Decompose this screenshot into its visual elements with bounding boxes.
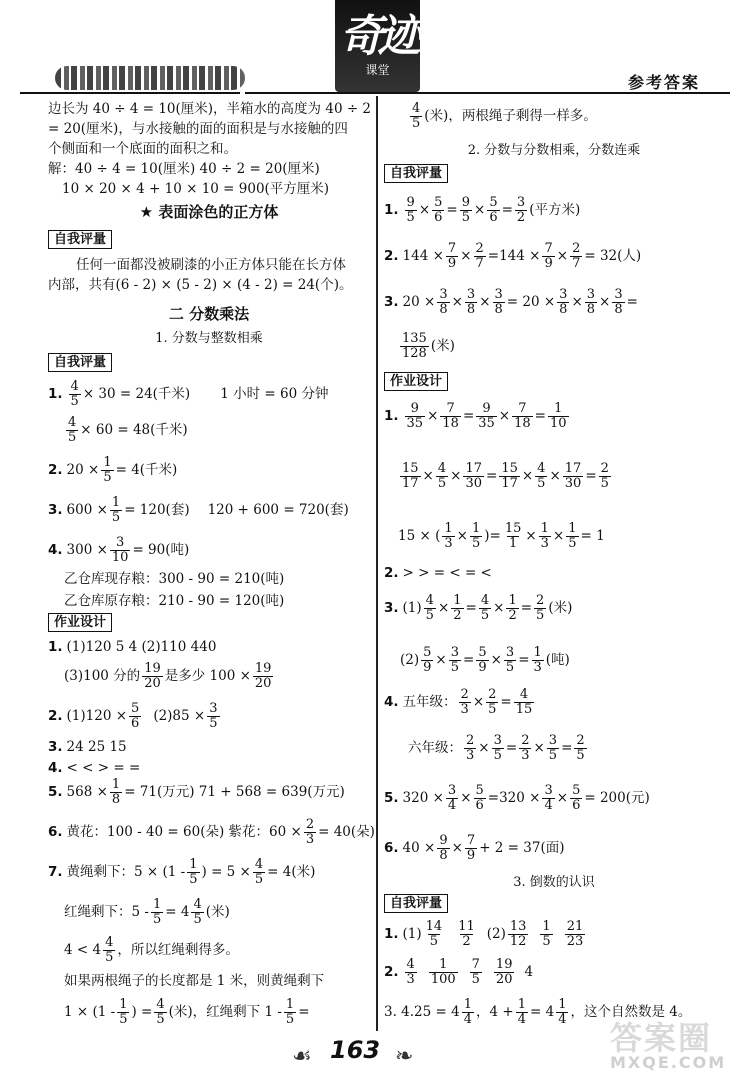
answer-line: 3. 4.25 = 4 $\frac{1}{4}$ ，4 + $\frac{1}{4}$ = 4 $\frac{1}{4}$ ，这个自然数是 4。 [384, 997, 692, 1027]
answer-line: 4. < < > = = [48, 760, 141, 776]
column-divider [376, 96, 378, 1031]
answer-line: 红绳剩下：5 - $\frac{1}{5}$ = 4 $\frac{4}{5}$ (米) [64, 897, 230, 927]
answer-line: 2. > > = < = < [384, 565, 492, 581]
text-line: 边长为 40 ÷ 4 = 10(厘米)，半箱水的高度为 40 ÷ 2 [48, 101, 372, 117]
answer-line: 6. 40 × $\frac{9}{8}$ × $\frac{7}{9}$ + 2 = 37(面) [384, 833, 565, 863]
text-line: 个侧面和一个底面的面积之和。 [48, 141, 237, 157]
answer-line: 乙仓库现存粮：300 - 90 = 210(吨) [64, 571, 285, 587]
header-rule-left [20, 92, 240, 94]
answer-line: $\frac{4}{5}$ (米)，两根绳子剩得一样多。 [412, 101, 597, 131]
answer-line: 1. $\frac{9}{5}$ × $\frac{5}{6}$ = $\frac{9}{5}$ × $\frac{5}{6}$ = $\frac{3}{2}$ (平方米) [384, 195, 581, 225]
answer-line: 1. $\frac{4}{5}$ × 30 = 24(千米) 1 小时 = 60 分钟 [48, 379, 329, 409]
watermark-url: MXQE.COM [610, 1053, 727, 1072]
header-title: 参考答案 [627, 73, 700, 92]
answer-line: 2. (1)120 × $\frac{5}{6}$ (2)85 × $\frac{3}{5}$ [48, 701, 218, 731]
subsection-heading: 1. 分数与整数相乘 [155, 331, 263, 346]
homework-label: 作业设计 [384, 372, 448, 391]
watermark [610, 1013, 740, 1073]
ornament-right-icon: ❧ [395, 1044, 414, 1069]
answer-line: 3. (1) $\frac{4}{5}$ × $\frac{1}{2}$ = $\frac{4}{5}$ × $\frac{1}{2}$ = $\frac{2}{5}$ (米) [384, 593, 573, 623]
answer-line: 4 < 4 $\frac{4}{5}$ ，所以红绳剩得多。 [64, 935, 239, 965]
ornament-left-icon: ☙ [292, 1044, 312, 1069]
chapter-heading: 二 分数乘法 [168, 305, 250, 323]
answer-line: $\frac{135}{128}$ (米) [402, 331, 455, 361]
answer-line: 1. (1) $\frac{14}{5}$ $\frac{11}{2}$ (2) $\frac{13}{12}$ $\frac{1}{5}$ $\frac{21}{23}$ [384, 919, 584, 949]
logo-title: 奇迹 [339, 10, 416, 62]
answer-line: 六年级： $\frac{2}{3}$ × $\frac{3}{5}$ = $\frac{2}{3}$ × $\frac{3}{5}$ = $\frac{2}{5}$ [408, 733, 585, 763]
answer-line: 3. 24 25 15 [48, 739, 127, 755]
answer-line: 如果两根绳子的长度都是 1 米，则黄绳剩下 [64, 973, 325, 989]
logo [335, 0, 420, 92]
page-number: 163 [330, 1036, 381, 1064]
answer-line: 3. 600 × $\frac{1}{5}$ = 120(套) 120 + 600 = 720(套) [48, 495, 349, 525]
text-line: 任何一面都没被刷漆的小正方体只能在长方体 [76, 257, 346, 273]
answer-line: 3. 20 × $\frac{3}{8}$ × $\frac{3}{8}$ × $\frac{3}{8}$ = 20 × $\frac{3}{8}$ × $\frac{3}{8}$ × $\frac{3}{8}$ = [384, 287, 638, 317]
text-line: 10 × 20 × 4 + 10 × 10 = 900(平方厘米) [62, 181, 330, 197]
watermark-text: 答案圈 [610, 1019, 713, 1057]
self-eval-label: 自我评量 [384, 894, 448, 913]
answer-line: 1 × (1 - $\frac{1}{5}$ ) = $\frac{4}{5}$ (米)，红绳剩下 1 - $\frac{1}{5}$ = [64, 997, 310, 1027]
answer-line: 1. (1)120 5 4 (2)110 440 [48, 639, 217, 655]
answer-line: 乙仓库原存粮：210 - 90 = 120(吨) [64, 593, 285, 609]
answer-line: $\frac{15}{17}$ × $\frac{4}{5}$ × $\frac{17}{30}$ = $\frac{15}{17}$ × $\frac{4}{5}$ × $\frac{17}{30}$ = $\frac{2}{5}$ [402, 461, 609, 491]
text-line: 解：40 ÷ 4 = 10(厘米) 40 ÷ 2 = 20(厘米) [48, 161, 320, 177]
answer-line: 15 × ( $\frac{1}{3}$ × $\frac{1}{5}$ )= $\frac{15}{1}$ × $\frac{1}{3}$ × $\frac{1}{5}$ = 1 [398, 521, 605, 551]
self-eval-label: 自我评量 [48, 353, 112, 372]
subsection-heading: 2. 分数与分数相乘，分数连乘 [467, 143, 641, 158]
answer-line: (2) $\frac{5}{9}$ × $\frac{3}{5}$ = $\frac{5}{9}$ × $\frac{3}{5}$ = $\frac{1}{3}$ (吨) [400, 645, 570, 675]
section-heading: ★ 表面涂色的正方体 [139, 203, 279, 221]
answer-line: 5. 320 × $\frac{3}{4}$ × $\frac{5}{6}$ = 320 × $\frac{3}{4}$ × $\frac{5}{6}$ = 200(元) [384, 783, 650, 813]
answer-line: 2. $\frac{4}{3}$ $\frac{1}{100}$ $\frac{7}{5}$ $\frac{19}{20}$ 4 [384, 957, 534, 987]
header-decoration [55, 66, 245, 90]
homework-label: 作业设计 [48, 613, 112, 632]
self-eval-label: 自我评量 [384, 164, 448, 183]
text-line: 内部，共有(6 - 2) × (5 - 2) × (4 - 2) = 24(个)。 [48, 277, 353, 293]
answer-line: 7. 黄绳剩下：5 × (1 - $\frac{1}{5}$ ) = 5 × $\frac{4}{5}$ = 4(米) [48, 857, 316, 887]
answer-line: (3)100 分的 $\frac{19}{20}$ 是多少 100 × $\frac{19}{20}$ [64, 661, 272, 691]
answer-line: 2. 20 × $\frac{1}{5}$ = 4(千米) [48, 455, 178, 485]
answer-line: 5. 568 × $\frac{1}{8}$ = 71(万元) 71 + 568 = 639(万元) [48, 777, 345, 807]
page-header [0, 0, 750, 100]
answer-line: 2. 144 × $\frac{7}{9}$ × $\frac{2}{7}$ = 144 × $\frac{7}{9}$ × $\frac{2}{7}$ = 32(人) [384, 241, 642, 271]
text-line: = 20(厘米)，与水接触的面的面积是与水接触的四 [48, 121, 348, 137]
answer-line: $\frac{4}{5}$ × 60 = 48(千米) [68, 415, 188, 445]
self-eval-label: 自我评量 [48, 230, 112, 249]
logo-subtitle: 课堂 [365, 62, 390, 77]
answer-line: 4. 五年级： $\frac{2}{3}$ × $\frac{2}{5}$ = $\frac{4}{15}$ [384, 687, 533, 717]
answer-line: 1. $\frac{9}{35}$ × $\frac{7}{18}$ = $\frac{9}{35}$ × $\frac{7}{18}$ = $\frac{1}{10}$ [384, 401, 567, 431]
answer-line: 4. 300 × $\frac{3}{10}$ = 90(吨) [48, 535, 190, 565]
answer-line: 6. 黄花：100 - 40 = 60(朵) 紫花：60 × $\frac{2}{3}$ = 40(朵) [48, 817, 375, 847]
subsection-heading: 3. 倒数的认识 [513, 875, 595, 890]
